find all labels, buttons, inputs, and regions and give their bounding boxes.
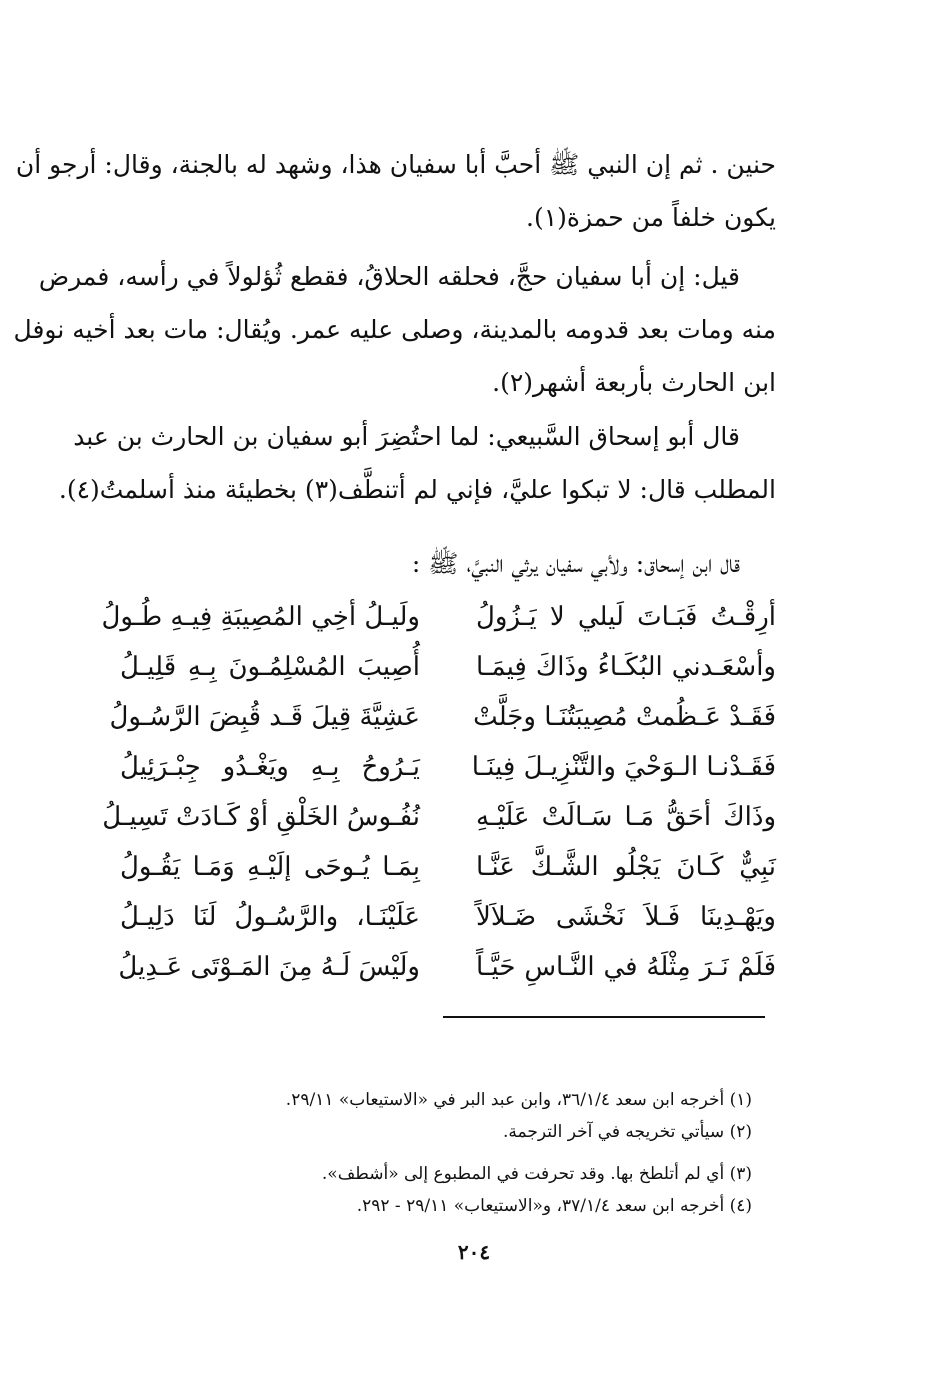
second-hemistich: ولَيْسَ لَـهُ مِنَ المَـوْتَى عَـدِيلُ — [118, 952, 420, 982]
paragraph-line: المطلب قال: لا تبكوا عليَّ، فإني لم أتنطَّف(٣) بخطيئة منذ أسلمتُ(٤). — [58, 475, 776, 504]
first-hemistich: فَقَـدْنـا الـوَحْيَ والتَّنْزِيـلَ فِينَـا — [471, 752, 776, 782]
second-hemistich: عَلَيْنَـا، والرَّسُـولُ لَنَا دَلِيـلُ — [120, 902, 420, 932]
footnote: (٢) سيأتي تخريجه في آخر الترجمة. — [503, 1122, 752, 1142]
second-hemistich: يَـرُوحُ بِـهِ ويَغْـدُو جِبْـرَئِيلُ — [120, 752, 420, 782]
first-hemistich: فَلَمْ نَـرَ مِثْلَهُ في النَّـاسِ حَيَّـاً — [476, 952, 776, 982]
paragraph-2 — [13, 250, 776, 409]
poem-verse — [102, 792, 776, 842]
paragraph-line: يكون خلفاً من حمزة(١). — [526, 203, 776, 232]
second-hemistich: عَشِيَّةَ قِيلَ قَـد قُبِضَ الرَّسُـولُ — [109, 702, 420, 732]
first-hemistich: وأسْعَـدني البُكَـاءُ وذَاكَ فِيمَـا — [476, 652, 776, 682]
first-hemistich: فَقَـدْ عَـظُمتْ مُصِيبَتُنَـا وجَلَّتْ — [473, 702, 776, 732]
footnote: (١) أخرجه ابن سعد ٣٦/١/٤، وابن عبد البر في «الاستيعاب» ٢٩/١١. — [285, 1090, 752, 1110]
poem-intro — [120, 537, 776, 590]
footnote-separator — [443, 1016, 765, 1018]
first-hemistich: أرِقْـتُ فَبَـاتَ لَيلي لا يَـزُولُ — [476, 602, 776, 632]
paragraph-line: قيل: إن أبا سفيان حجَّ، فحلقه الحلاقُ، فقطع ثُؤلولاً في رأسه، فمرض — [38, 262, 740, 291]
paragraph-line: قال ابن إسحاق: ولأبي سفيان يرثي النبيَّ، ﷺ : — [411, 549, 740, 578]
footnote: (٣) أي لم أتلطخ بها. وقد تحرفت في المطبوع إلى «أشطف». — [321, 1164, 752, 1184]
poem-verse — [101, 592, 776, 642]
footnotes — [192, 1084, 752, 1222]
paragraph-line: قال أبو إسحاق السَّبيعي: لما احتُضِرَ أبو سفيان بن الحارث بن عبد — [73, 422, 740, 451]
poem-verse — [120, 842, 776, 892]
footnote: (٤) أخرجه ابن سعد ٣٧/١/٤، و«الاستيعاب» ٢٩/١١ - ٢٩٢. — [356, 1196, 752, 1216]
paragraph-3 — [58, 410, 776, 516]
second-hemistich: أُصِيبَ المُسْلِمُـونَ بِـهِ قَلِيـلُ — [120, 652, 420, 682]
poem-verse — [109, 692, 776, 742]
poem-verse — [120, 892, 776, 942]
paragraph-line: ابن الحارث بأربعة أشهر(٢). — [492, 368, 776, 397]
first-hemistich: ويَهْـدِينَا فَـلاَ نَخْشَى ضَـلاَلاً — [476, 902, 776, 932]
second-hemistich: بِمَـا يُـوحَى إلَيْـهِ وَمَـا يَقُـولُ — [120, 852, 420, 882]
poem-verse — [120, 942, 776, 992]
first-hemistich: نَبِيٌّ كَـانَ يَجْلُو الشَّـكَّ عَنَّـا — [476, 852, 776, 882]
elegy-poem — [101, 592, 776, 992]
paragraph-1 — [15, 138, 776, 244]
paragraph-line: حنين . ثم إن النبي ﷺ أحبَّ أبا سفيان هذا، وشهد له بالجنة، وقال: أرجو أن — [15, 150, 776, 179]
second-hemistich: ولَيـلُ أخِي المُصِيبَةِ فِيـهِ طُـولُ — [101, 602, 420, 632]
first-hemistich: وذَاكَ أحَقُّ مَـا سَـالَتْ عَلَيْـهِ — [476, 802, 776, 832]
second-hemistich: نُفُـوسُ الخَلْقِ أوْ كَـادَتْ تَسِيـلُ — [102, 802, 420, 832]
poem-verse — [120, 742, 776, 792]
page-number: ٢٠٤ — [457, 1240, 491, 1264]
paragraph-line: منه ومات بعد قدومه بالمدينة، وصلى عليه عمر. ويُقال: مات بعد أخيه نوفل — [13, 315, 776, 344]
poem-verse — [120, 642, 776, 692]
